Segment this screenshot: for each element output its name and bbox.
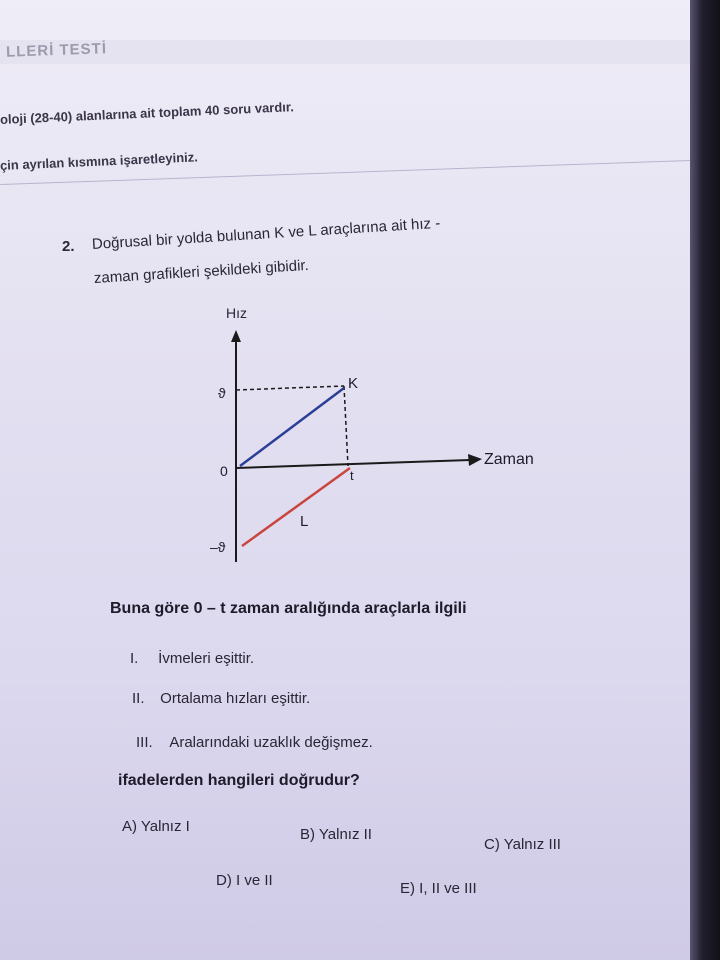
velocity-time-graph: [200, 300, 580, 580]
statement-number: III.: [136, 734, 153, 751]
tick-t: t: [350, 468, 354, 483]
statement-text: Ortalama hızları eşittir.: [160, 690, 311, 707]
option-b[interactable]: B) Yalnız II: [300, 826, 372, 843]
option-e[interactable]: E) I, II ve III: [400, 880, 477, 897]
t-guide-line: [344, 386, 348, 466]
option-d[interactable]: D) I ve II: [216, 872, 273, 889]
x-axis-arrow: [468, 454, 482, 466]
line-K: [240, 388, 344, 466]
option-c[interactable]: C) Yalnız III: [484, 836, 561, 853]
device-edge: [690, 0, 720, 960]
statement-2: [132, 690, 310, 707]
test-title: LLERİ TESTİ: [5, 40, 108, 61]
question-stem: Buna göre 0 – t zaman aralığında araçlarla ilgili: [110, 600, 467, 617]
statement-3: [136, 734, 373, 751]
tick-zero: 0: [220, 463, 228, 479]
label-K: K: [348, 375, 359, 392]
line-L: [242, 468, 350, 546]
statement-text: İvmeleri eşittir.: [158, 650, 255, 667]
option-a[interactable]: A) Yalnız I: [122, 818, 190, 835]
statement-1: [130, 650, 254, 667]
statement-number: II.: [132, 690, 145, 707]
x-axis: [236, 460, 470, 468]
tick-v: ϑ: [218, 385, 226, 401]
statement-number: I.: [130, 650, 139, 667]
v-guide-line: [236, 386, 344, 390]
statement-text: Aralarındaki uzaklık değişmez.: [169, 734, 373, 751]
question-number: 2.: [62, 238, 75, 255]
y-axis-label: Hız: [226, 305, 247, 321]
label-L: L: [300, 513, 309, 530]
question-ask: ifadelerden hangileri doğrudur?: [118, 772, 360, 789]
instruction-line-1: oloji (28-40) alanlarına ait toplam 40 soru vardır.: [0, 99, 295, 127]
y-axis-arrow: [231, 330, 241, 342]
instruction-line-2: çin ayrılan kısmına işaretleyiniz.: [0, 149, 199, 173]
question-text-line-2: zaman grafikleri şekildeki gibidir.: [93, 256, 310, 287]
x-axis-label: Zaman: [484, 451, 534, 468]
question-text-line-1: Doğrusal bir yolda bulunan K ve L araçlarına ait hız -: [91, 214, 441, 253]
tick-neg-v: –ϑ: [210, 539, 226, 555]
